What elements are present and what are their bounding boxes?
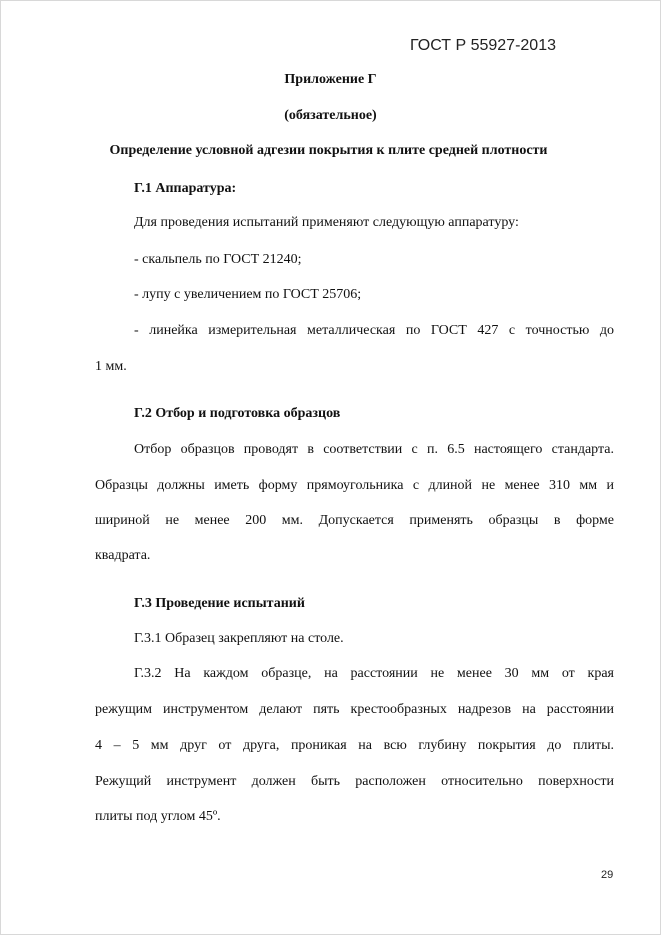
paragraph-sampling-line2: Образцы должны иметь форму прямоугольника с длиной не менее 310 мм и — [95, 478, 614, 493]
paragraph-test-step2-line4: Режущий инструмент должен быть расположен относительно поверхности — [95, 774, 614, 789]
section-heading-apparatus: Г.1 Аппаратура: — [134, 181, 237, 196]
paragraph-test-step2-line2: режущим инструментом делают пять крестообразных надрезов на расстоянии — [95, 702, 614, 717]
section-heading-sampling: Г.2 Отбор и подготовка образцов — [134, 406, 341, 421]
list-item-ruler-line1: - линейка измерительная металлическая по ГОСТ 427 с точностью до — [134, 323, 614, 338]
document-code: ГОСТ Р 55927-2013 — [410, 37, 556, 54]
appendix-status: (обязательное) — [284, 108, 377, 123]
paragraph-sampling-line4: квадрата. — [95, 548, 151, 563]
appendix-title: Приложение Г — [284, 72, 377, 87]
appendix-heading: Определение условной адгезии покрытия к плите средней плотности — [109, 143, 548, 158]
page-number: 29 — [601, 869, 614, 881]
paragraph-test-step2-line3: 4 – 5 мм друг от друга, проникая на всю глубину покрытия до плиты. — [95, 738, 614, 753]
paragraph-test-step2-line5: плиты под углом 45º. — [95, 809, 221, 824]
paragraph-sampling-line1: Отбор образцов проводят в соответствии с п. 6.5 настоящего стандарта. — [134, 442, 614, 457]
list-item-scalpel: - скальпель по ГОСТ 21240; — [134, 252, 302, 267]
section-heading-testing: Г.3 Проведение испытаний — [134, 596, 305, 611]
list-item-magnifier: - лупу с увеличением по ГОСТ 25706; — [134, 287, 362, 302]
paragraph-intro: Для проведения испытаний применяют следующую аппаратуру: — [134, 215, 519, 230]
paragraph-sampling-line3: шириной не менее 200 мм. Допускается применять образцы в форме — [95, 513, 614, 528]
paragraph-test-step1: Г.3.1 Образец закрепляют на столе. — [134, 631, 344, 646]
paragraph-test-step2-line1: Г.3.2 На каждом образце, на расстоянии не менее 30 мм от края — [134, 666, 614, 681]
list-item-ruler-line2: 1 мм. — [95, 359, 127, 374]
